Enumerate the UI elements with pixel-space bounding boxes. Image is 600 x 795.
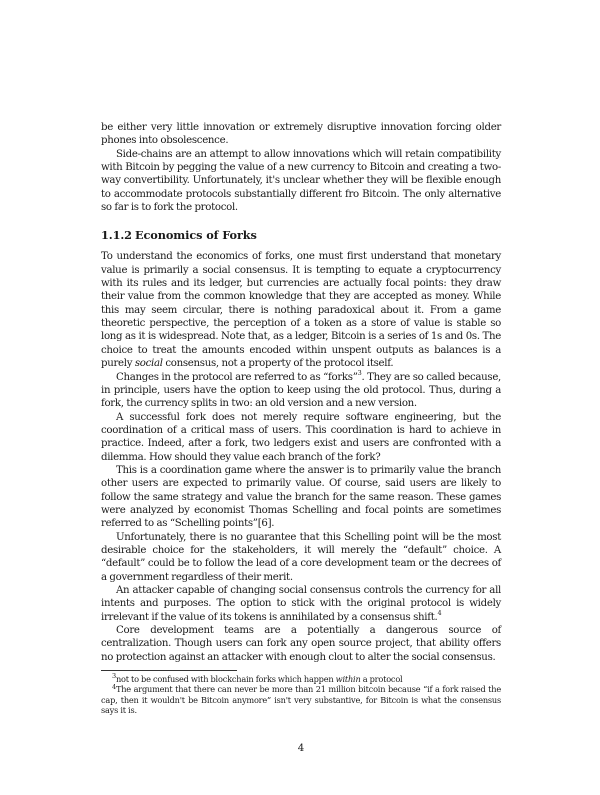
footnote-3: [101, 674, 501, 684]
section-number: 1.1.2: [101, 228, 132, 243]
paragraph-coordination-game: This is a coordination game where the answer is to primarily value the branch other users are expected to primarily value. Of course, said users are likely to follow the same strategy and value the branch for the same reason. These games were analyzed by economist Thomas Schelling and focal points are sometimes referred to as “Schelling points”[6].: [101, 464, 501, 530]
footnote-rule: [101, 670, 237, 671]
section-heading: [101, 228, 501, 242]
section-title: Economics of Forks: [135, 228, 257, 243]
footnote-ref-4[interactable]: 4: [437, 609, 442, 618]
text-run: consensus, not a property of the protocol itself.: [162, 358, 394, 370]
text-run: a protocol: [360, 674, 403, 685]
emphasis: within: [335, 674, 361, 685]
text-run: not to be confused with blockchain forks which happen: [115, 674, 336, 685]
paragraph-attacker: [101, 584, 501, 624]
paragraph-core-dev-teams: Core development teams are a potentially a dangerous source of centralization. Though users can fork any open source project, that ability offers no protection against an attacker with enough clout to alter the social consensus.: [101, 625, 501, 663]
paragraph-successful-fork: A successful fork does not merely require software engineering, but the coordination of a critical mass of users. This coordination is hard to achieve in practice. Indeed, after a fork, two ledgers exist and users are confronted with a dilemma. How should they value each branch of the fork?: [101, 411, 501, 463]
paragraph-schelling-point: Unfortunately, there is no guarantee that this Schelling point will be the most desirable choice for the stakeholders, it will merely the “default” choice. A “default” could be to follow the lead of a core development team or the decrees of a government regardless of their merit.: [101, 531, 501, 583]
page-number: 4: [297, 742, 305, 754]
footnote-mark: 4: [112, 682, 116, 691]
paragraph-social-consensus: [101, 250, 501, 370]
paragraph-side-chains: Side-chains are an attempt to allow innovations which will retain compatibility with Bitcoin by pegging the value of a new currency to Bitcoin and creating a two-way convertibility. Unfortunately, it's unclear whether they will be flexible enough to accommodate protocols substantially different fro Bitcoin. The only alternative so far is to fork the protocol.: [101, 148, 501, 214]
text-run: To understand the economics of forks, one must first understand that monetary value is primarily a social consensus. It is tempting to equate a cryptocurrency with its rules and its ledger, but currencies are actually focal points: they draw their value from the common knowledge that they are accepted as money. While this may seem circular, there is nothing paradoxical about it. From a game theoretic perspective, the perception of a token as a store of value is stable so long as it is widespread. Note that, as a ledger, Bitcoin is a series of 1s and 0s. The choice to treat the amounts encoded within unspent outputs as balances is a purely: [101, 251, 501, 370]
footnote-mark: 3: [112, 672, 116, 681]
emphasis: social: [134, 358, 163, 370]
footnote-ref-3[interactable]: 3: [357, 369, 362, 378]
text-run: . They are so called because, in principle, users have the option to keep using the old protocol. Thus, during a fork, the currency splits in two: an old version and a new version.: [101, 371, 501, 410]
footnote-4: [101, 684, 501, 715]
paragraph-forks: [101, 371, 501, 411]
text-run: An attacker capable of changing social consensus controls the currency for all intents and purposes. The option to stick with the original protocol is widely irrelevant if the value of its tokens is annihilated by a consensus shift.: [101, 585, 501, 623]
paragraph-continuation: be either very little innovation or extremely disruptive innovation forcing older phones into obsolescence.: [101, 122, 501, 147]
text-run: Changes in the protocol are referred to as “forks”: [116, 371, 358, 383]
text-run: The argument that there can never be more than 21 million bitcoin because “if a fork raised the cap, then it wouldn't be Bitcoin anymore” isn't very substantive, for Bitcoin is what the consensus says it is.: [101, 684, 501, 716]
